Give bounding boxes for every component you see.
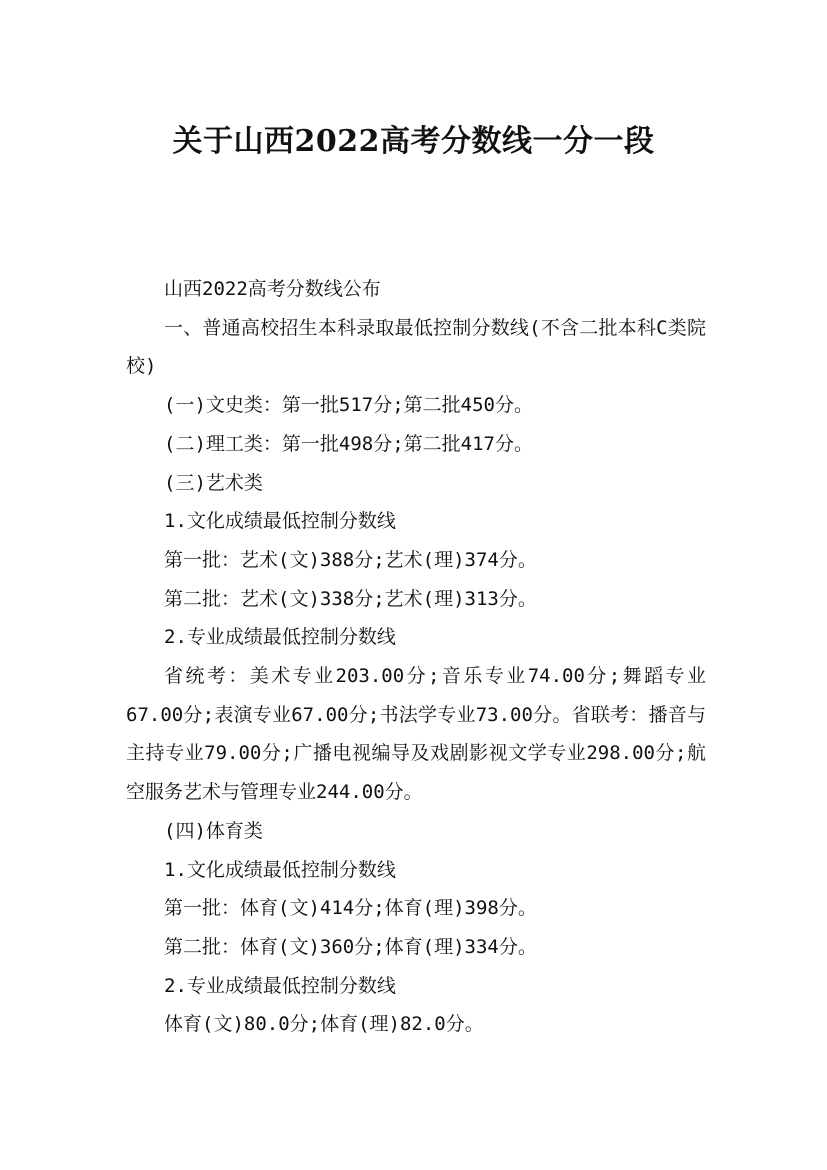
paragraph-sports-professional-heading: 2.专业成绩最低控制分数线 <box>164 974 396 997</box>
paragraph-art-category: (三)艺术类 <box>164 471 263 494</box>
paragraph-section-1: 一、普通高校招生本科录取最低控制分数线(不含二批本科C类院校) <box>126 316 706 378</box>
paragraph-arts-history: (一)文史类：第一批517分;第二批450分。 <box>164 394 533 417</box>
paragraph-art-culture-heading: 1.文化成绩最低控制分数线 <box>164 510 396 533</box>
paragraph-sports-batch-2: 第二批：体育(文)360分;体育(理)334分。 <box>164 935 537 958</box>
paragraph-sports-batch-1: 第一批：体育(文)414分;体育(理)398分。 <box>164 897 537 920</box>
paragraph-sports-culture-heading: 1.文化成绩最低控制分数线 <box>164 858 396 881</box>
paragraph-heading: 山西2022高考分数线公布 <box>164 278 381 300</box>
paragraph-art-professional-scores: 省统考：美术专业203.00分;音乐专业74.00分;舞蹈专业67.00分;表演专业67.00分;书法学专业73.00分。省联考：播音与主持专业79.00分;广播电视编导及戏剧影视文学专业298.00分;航空服务艺术与管理专业244.00分。 <box>126 665 706 804</box>
paragraph-art-professional-heading: 2.专业成绩最低控制分数线 <box>164 626 396 649</box>
paragraph-sports-professional-scores: 体育(文)80.0分;体育(理)82.0分。 <box>164 1013 484 1036</box>
paragraph-sports-category: (四)体育类 <box>164 819 263 842</box>
document-body <box>126 270 706 1044</box>
paragraph-science-engineering: (二)理工类：第一批498分;第二批417分。 <box>164 432 533 455</box>
paragraph-art-batch-1: 第一批：艺术(文)388分;艺术(理)374分。 <box>164 548 537 571</box>
document-title: 关于山西2022高考分数线一分一段 <box>172 124 655 160</box>
paragraph-art-batch-2: 第二批：艺术(文)338分;艺术(理)313分。 <box>164 587 537 610</box>
